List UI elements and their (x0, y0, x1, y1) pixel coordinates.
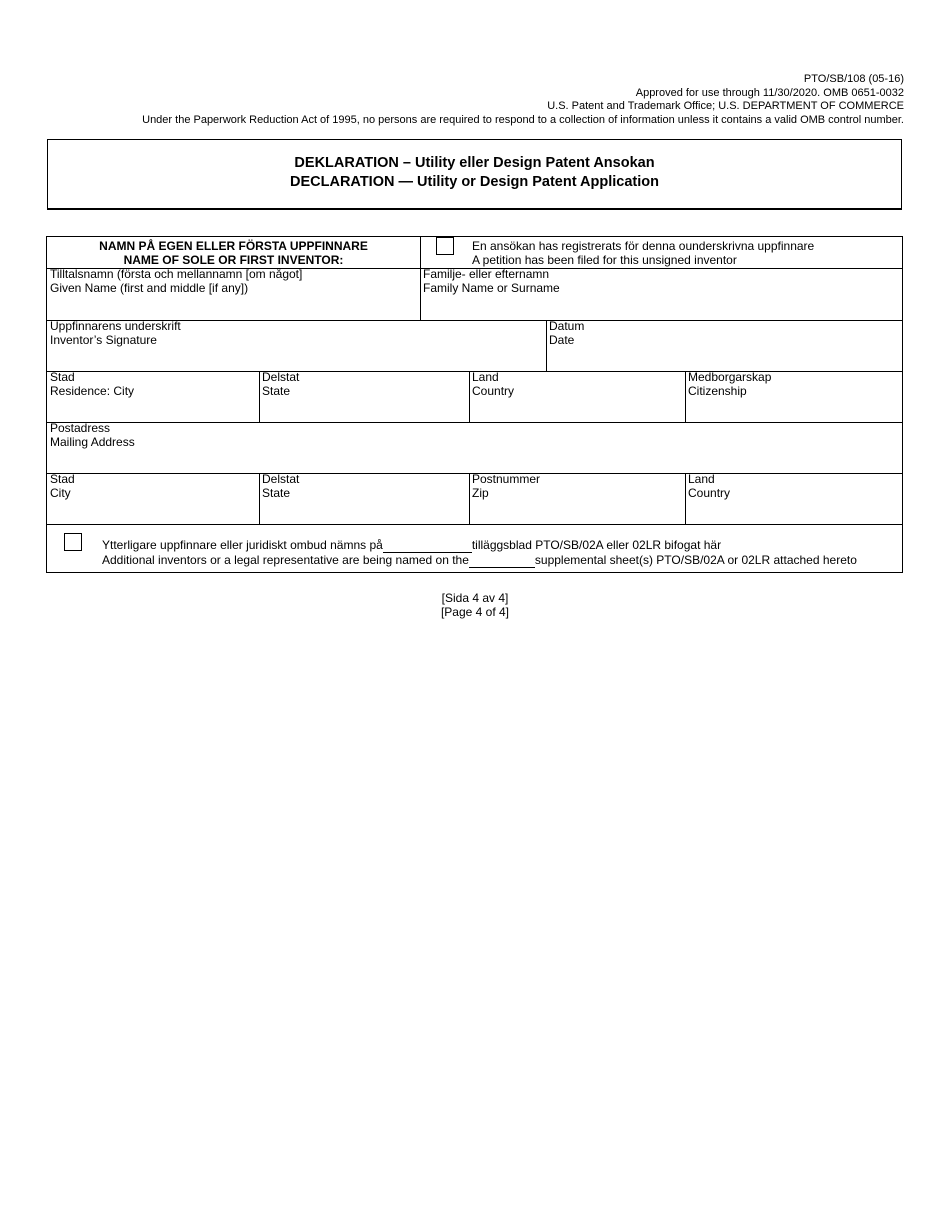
paperwork-notice: Under the Paperwork Reduction Act of 1995, no persons are required to respond to a collection of information unless it contains a valid OMB control number. (142, 113, 904, 126)
signature-label-en: Inventor’s Signature (50, 333, 157, 347)
state-label-sv: Delstat (262, 472, 300, 486)
given-name-field[interactable] (50, 267, 302, 295)
column-divider (546, 321, 547, 372)
residence-state-label-sv: Delstat (262, 370, 300, 384)
signature-label-sv: Uppfinnarens underskrift (50, 319, 181, 333)
city-label-sv: Stad (50, 472, 75, 486)
page-number (0, 591, 950, 619)
city-label-en: City (50, 486, 71, 500)
country-field[interactable] (688, 472, 730, 500)
country-label-sv: Land (688, 472, 715, 486)
additional-inventors-label (102, 538, 857, 568)
title-box (47, 139, 902, 210)
residence-city-label-en: Residence: City (50, 384, 135, 398)
additional-en-pre: Additional inventors or a legal representative are being named on the (102, 553, 469, 567)
family-name-field[interactable] (423, 267, 560, 295)
family-name-label-en: Family Name or Surname (423, 281, 560, 295)
approval-note: Approved for use through 11/30/2020. OMB 0651-0032 (635, 86, 904, 99)
additional-sv-pre: Ytterligare uppfinnare eller juridiskt ombud nämns på (102, 538, 383, 552)
additional-inventors-checkbox[interactable] (64, 533, 82, 551)
row-divider (47, 524, 902, 525)
residence-city-field[interactable] (50, 370, 134, 398)
residence-country-label-sv: Land (472, 370, 499, 384)
column-divider (420, 237, 421, 321)
mailing-address-label-en: Mailing Address (50, 435, 135, 449)
supplemental-count-blank-sv[interactable] (383, 538, 472, 553)
column-divider (685, 474, 686, 525)
additional-sv-post: tilläggsblad PTO/SB/02A eller 02LR bifogat här (471, 538, 722, 552)
residence-state-label-en: State (262, 384, 291, 398)
additional-inventors-sv (102, 538, 857, 553)
zip-label-en: Zip (472, 486, 489, 500)
given-name-label-sv: Tilltalsnamn (första och mellannamn [om något] (50, 267, 303, 281)
date-label-sv: Datum (549, 319, 585, 333)
residence-city-label-sv: Stad (50, 370, 75, 384)
column-divider (469, 372, 470, 423)
family-name-label-sv: Familje- eller efternamn (423, 267, 550, 281)
header-info (44, 73, 904, 127)
additional-en-post: supplemental sheet(s) PTO/SB/02A or 02LR attached hereto (534, 553, 857, 567)
zip-field[interactable] (472, 472, 540, 500)
residence-country-field[interactable] (472, 370, 514, 398)
citizenship-label-en: Citizenship (688, 384, 747, 398)
column-divider (685, 372, 686, 423)
mailing-address-field[interactable] (50, 421, 135, 449)
column-divider (469, 474, 470, 525)
residence-state-field[interactable] (262, 370, 299, 398)
page-number-sv: [Sida 4 av 4] (441, 591, 509, 605)
sole-inventor-heading-sv: NAMN PÅ EGEN ELLER FÖRSTA UPPFINNARE (99, 239, 368, 253)
state-label-en: State (262, 486, 291, 500)
petition-checkbox[interactable] (436, 237, 454, 255)
column-divider (259, 372, 260, 423)
citizenship-field[interactable] (688, 370, 771, 398)
zip-label-sv: Postnummer (472, 472, 541, 486)
sole-inventor-heading (47, 239, 420, 267)
title-swedish: DEKLARATION – Utility eller Design Patent Ansokan (294, 155, 655, 171)
supplemental-count-blank-en[interactable] (469, 553, 535, 568)
residence-country-label-en: Country (472, 384, 515, 398)
city-field[interactable] (50, 472, 75, 500)
additional-inventors-en (102, 553, 857, 568)
date-field[interactable] (549, 319, 584, 347)
sole-inventor-heading-en: NAME OF SOLE OR FIRST INVENTOR: (123, 253, 344, 267)
given-name-label-en: Given Name (first and middle [if any]) (50, 281, 249, 295)
form-number: PTO/SB/108 (05-16) (803, 73, 904, 85)
page-number-en: [Page 4 of 4] (440, 605, 510, 619)
date-label-en: Date (549, 333, 575, 347)
petition-label (472, 239, 814, 267)
title-english: DECLARATION — Utility or Design Patent Application (290, 174, 659, 190)
petition-label-en: A petition has been filed for this unsigned inventor (472, 253, 737, 267)
citizenship-label-sv: Medborgarskap (688, 370, 772, 384)
state-field[interactable] (262, 472, 299, 500)
row-divider (47, 422, 902, 423)
agency-name: U.S. Patent and Trademark Office; U.S. DEPARTMENT OF COMMERCE (547, 100, 904, 113)
country-label-en: Country (688, 486, 731, 500)
mailing-address-label-sv: Postadress (50, 421, 111, 435)
column-divider (259, 474, 260, 525)
signature-field[interactable] (50, 319, 181, 347)
petition-label-sv: En ansökan has registrerats för denna ounderskrivna uppfinnare (472, 239, 815, 253)
inventor-form (46, 236, 903, 573)
